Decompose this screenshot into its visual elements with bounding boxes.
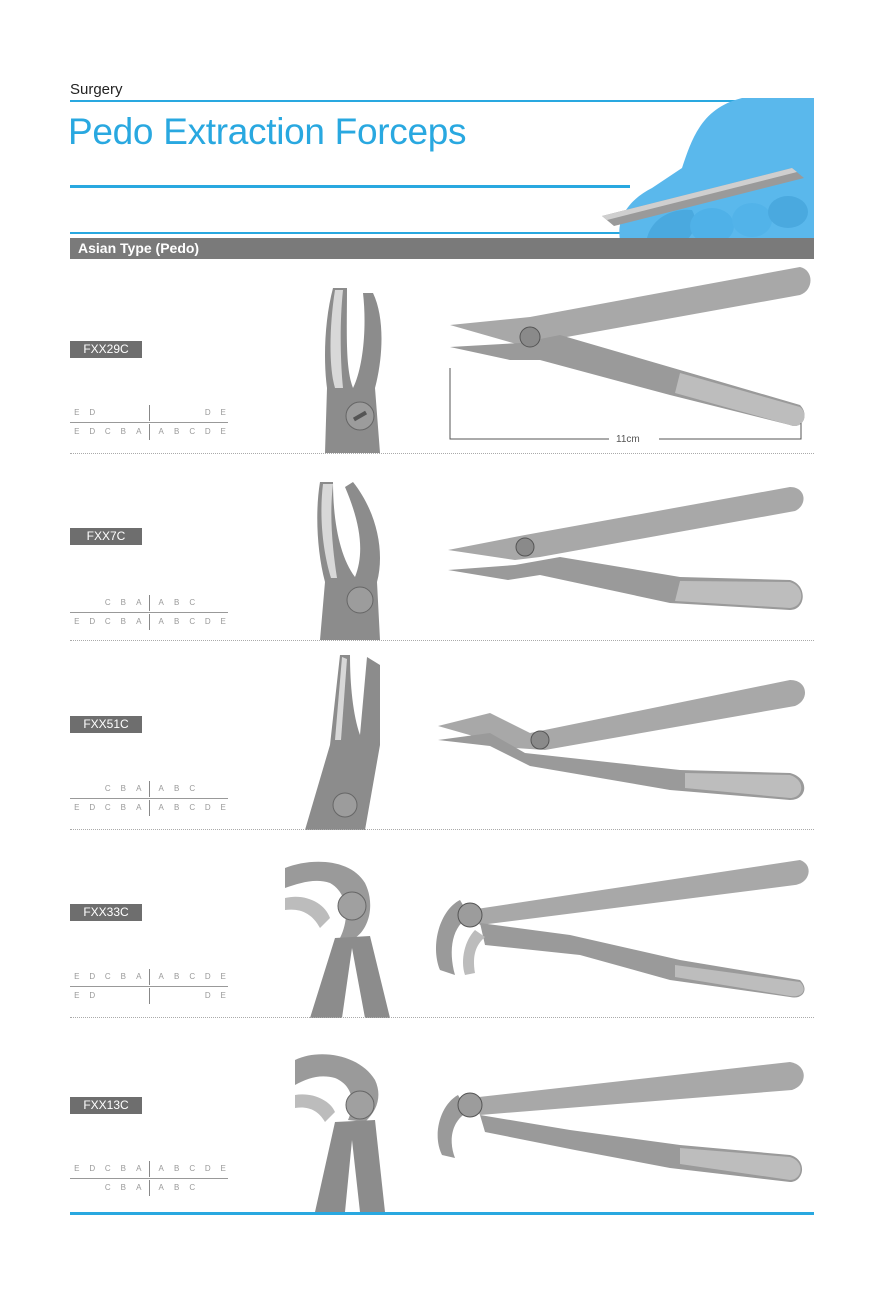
tooth-label: E — [74, 598, 80, 607]
tooth-label: B — [120, 598, 126, 607]
tooth-chart-fxx7c — [70, 594, 232, 634]
tooth-letter — [216, 1162, 230, 1176]
tooth-label: E — [220, 1183, 226, 1192]
tooth-label: B — [120, 1183, 126, 1192]
tooth-label: C — [189, 598, 196, 607]
tooth-label: E — [74, 1164, 80, 1173]
tooth-letter — [132, 782, 146, 796]
product-code-fxx29c: FXX29C — [70, 341, 142, 358]
tooth-letter — [170, 801, 184, 815]
tooth-label: A — [158, 427, 164, 436]
tooth-icon-highlighted — [216, 782, 230, 796]
tooth-label: E — [220, 991, 226, 1000]
tooth-label: C — [189, 803, 196, 812]
tooth-letter — [101, 425, 115, 439]
tooth-label: B — [120, 408, 126, 417]
tooth-letter — [117, 970, 131, 984]
tooth-icon-highlighted — [86, 1181, 100, 1195]
tooth-letter — [154, 596, 168, 610]
tooth-letter — [170, 1181, 184, 1195]
tooth-label: A — [158, 991, 164, 1000]
tooth-icon-highlighted — [70, 596, 84, 610]
tooth-letter — [216, 801, 230, 815]
tooth-label: A — [158, 598, 164, 607]
tooth-label: D — [89, 617, 96, 626]
tooth-letter — [201, 425, 215, 439]
tooth-label: E — [220, 784, 226, 793]
tooth-letter — [70, 615, 84, 629]
midline-separator — [149, 424, 150, 440]
tooth-label: D — [204, 598, 211, 607]
tooth-icon-highlighted — [132, 406, 146, 420]
tooth-label: E — [220, 617, 226, 626]
tooth-label: C — [189, 1183, 196, 1192]
tooth-letter — [185, 425, 199, 439]
tooth-letter — [70, 989, 84, 1003]
tooth-label: D — [204, 972, 211, 981]
tooth-label: D — [89, 784, 96, 793]
tooth-label: A — [136, 991, 142, 1000]
tooth-label: C — [104, 1183, 111, 1192]
tooth-letter — [101, 615, 115, 629]
tooth-letter — [170, 782, 184, 796]
tooth-label: B — [120, 617, 126, 626]
gloved-hand-illustration — [592, 98, 814, 252]
tooth-label: E — [74, 991, 80, 1000]
product-code-fxx33c: FXX33C — [70, 904, 142, 921]
midline-separator — [149, 988, 150, 1004]
tooth-letter — [170, 596, 184, 610]
tooth-icon-highlighted — [86, 596, 100, 610]
tooth-label: A — [158, 784, 164, 793]
tooth-letter — [117, 596, 131, 610]
forceps-closeup-fxx33c — [280, 858, 390, 1018]
tooth-label: E — [74, 972, 80, 981]
tooth-letter — [132, 1181, 146, 1195]
tooth-letter — [117, 801, 131, 815]
tooth-label: A — [136, 427, 142, 436]
tooth-letter — [117, 425, 131, 439]
tooth-letter — [216, 970, 230, 984]
tooth-letter — [86, 1162, 100, 1176]
tooth-icon-highlighted — [70, 782, 84, 796]
tooth-letter — [86, 989, 100, 1003]
tooth-label: D — [204, 991, 211, 1000]
category-label: Surgery — [70, 81, 123, 98]
tooth-label: A — [136, 408, 142, 417]
midline-separator — [149, 800, 150, 816]
tooth-letter — [154, 615, 168, 629]
tooth-label: D — [204, 1183, 211, 1192]
tooth-label: E — [220, 803, 226, 812]
tooth-icon-highlighted — [154, 406, 168, 420]
tooth-letter — [185, 1162, 199, 1176]
tooth-letter — [185, 1181, 199, 1195]
tooth-letter — [132, 801, 146, 815]
forceps-side-fxx33c — [430, 855, 814, 1000]
forceps-closeup-fxx7c — [305, 482, 395, 640]
tooth-icon-highlighted — [154, 989, 168, 1003]
product-code-fxx7c: FXX7C — [70, 528, 142, 545]
tooth-label: E — [74, 408, 80, 417]
tooth-label: B — [120, 803, 126, 812]
tooth-icon-highlighted — [101, 989, 115, 1003]
tooth-label: C — [104, 784, 111, 793]
product-code-fxx13c: FXX13C — [70, 1097, 142, 1114]
tooth-letter — [117, 1162, 131, 1176]
tooth-label: E — [220, 1164, 226, 1173]
tooth-label: C — [189, 991, 196, 1000]
tooth-icon-highlighted — [70, 1181, 84, 1195]
tooth-letter — [154, 425, 168, 439]
tooth-label: B — [120, 972, 126, 981]
tooth-icon-highlighted — [117, 989, 131, 1003]
row-divider — [70, 453, 814, 454]
tooth-label: D — [89, 991, 96, 1000]
tooth-label: B — [174, 1183, 180, 1192]
tooth-letter — [132, 615, 146, 629]
tooth-letter — [86, 615, 100, 629]
tooth-letter — [170, 425, 184, 439]
tooth-label: C — [104, 598, 111, 607]
tooth-label: A — [136, 803, 142, 812]
tooth-letter — [70, 1162, 84, 1176]
tooth-label: A — [158, 617, 164, 626]
tooth-label: D — [204, 1164, 211, 1173]
section-label: Asian Type (Pedo) — [78, 240, 200, 256]
tooth-chart-fxx29c — [70, 404, 232, 444]
tooth-label: D — [89, 1164, 96, 1173]
product-code-fxx51c: FXX51C — [70, 716, 142, 733]
midline-separator — [149, 405, 150, 421]
tooth-row-upper — [70, 968, 232, 986]
tooth-label: B — [174, 617, 180, 626]
tooth-label: C — [104, 617, 111, 626]
tooth-label: B — [120, 1164, 126, 1173]
tooth-icon-highlighted — [185, 989, 199, 1003]
tooth-label: C — [189, 408, 196, 417]
tooth-label: D — [89, 598, 96, 607]
tooth-label: E — [74, 617, 80, 626]
tooth-label: C — [104, 1164, 111, 1173]
bottom-rule — [70, 1212, 814, 1215]
tooth-row-lower — [70, 423, 232, 441]
midline-separator — [149, 614, 150, 630]
title-rule-lower — [70, 232, 630, 234]
tooth-row-lower — [70, 987, 232, 1005]
tooth-letter — [185, 801, 199, 815]
row-divider — [70, 1017, 814, 1018]
tooth-row-upper — [70, 404, 232, 422]
tooth-letter — [201, 989, 215, 1003]
tooth-label: D — [204, 408, 211, 417]
tooth-letter — [170, 970, 184, 984]
tooth-letter — [201, 970, 215, 984]
tooth-label: C — [104, 991, 111, 1000]
tooth-letter — [154, 801, 168, 815]
tooth-label: B — [120, 784, 126, 793]
measurement-bracket — [449, 368, 802, 440]
tooth-label: D — [89, 803, 96, 812]
tooth-row-upper — [70, 1160, 232, 1178]
tooth-label: A — [158, 972, 164, 981]
tooth-label: C — [189, 617, 196, 626]
tooth-label: C — [104, 408, 111, 417]
tooth-label: E — [220, 972, 226, 981]
tooth-letter — [132, 1162, 146, 1176]
tooth-letter — [216, 989, 230, 1003]
tooth-label: B — [174, 598, 180, 607]
tooth-label: A — [136, 784, 142, 793]
tooth-label: B — [174, 972, 180, 981]
tooth-label: E — [220, 427, 226, 436]
tooth-letter — [185, 782, 199, 796]
tooth-icon-highlighted — [132, 989, 146, 1003]
tooth-icon-highlighted — [201, 1181, 215, 1195]
tooth-label: A — [158, 803, 164, 812]
tooth-label: A — [136, 972, 142, 981]
page-title: Pedo Extraction Forceps — [68, 111, 467, 152]
tooth-letter — [201, 615, 215, 629]
tooth-icon-highlighted — [117, 406, 131, 420]
tooth-icon-highlighted — [201, 782, 215, 796]
tooth-letter — [86, 406, 100, 420]
tooth-letter — [117, 615, 131, 629]
tooth-label: B — [174, 784, 180, 793]
tooth-letter — [216, 615, 230, 629]
tooth-letter — [70, 801, 84, 815]
midline-separator — [149, 969, 150, 985]
tooth-label: A — [136, 598, 142, 607]
tooth-letter — [101, 1162, 115, 1176]
tooth-letter — [154, 782, 168, 796]
tooth-letter — [185, 596, 199, 610]
tooth-label: D — [89, 972, 96, 981]
tooth-letter — [185, 615, 199, 629]
forceps-closeup-fxx29c — [305, 288, 395, 453]
tooth-letter — [201, 406, 215, 420]
tooth-letter — [101, 1181, 115, 1195]
tooth-letter — [101, 801, 115, 815]
tooth-row-upper — [70, 594, 232, 612]
tooth-label: D — [89, 408, 96, 417]
tooth-row-lower — [70, 799, 232, 817]
tooth-label: E — [74, 803, 80, 812]
tooth-letter — [117, 1181, 131, 1195]
forceps-closeup-fxx51c — [305, 655, 395, 830]
tooth-letter — [86, 425, 100, 439]
tooth-label: B — [120, 427, 126, 436]
tooth-label: D — [89, 1183, 96, 1192]
forceps-side-fxx51c — [430, 678, 814, 803]
title-rule — [70, 185, 630, 188]
tooth-letter — [70, 425, 84, 439]
tooth-letter — [154, 1162, 168, 1176]
tooth-label: C — [189, 972, 196, 981]
tooth-letter — [132, 425, 146, 439]
forceps-side-fxx7c — [430, 485, 814, 615]
tooth-letter — [132, 596, 146, 610]
tooth-chart-fxx33c — [70, 968, 232, 1008]
tooth-letter — [170, 615, 184, 629]
tooth-label: C — [104, 803, 111, 812]
tooth-icon-highlighted — [201, 596, 215, 610]
tooth-letter — [170, 1162, 184, 1176]
tooth-label: A — [136, 617, 142, 626]
tooth-letter — [154, 1181, 168, 1195]
tooth-label: C — [189, 784, 196, 793]
tooth-letter — [216, 406, 230, 420]
tooth-label: D — [89, 427, 96, 436]
tooth-letter — [201, 1162, 215, 1176]
midline-separator — [149, 1180, 150, 1196]
tooth-letter — [86, 801, 100, 815]
tooth-letter — [201, 801, 215, 815]
tooth-label: B — [174, 991, 180, 1000]
tooth-letter — [185, 970, 199, 984]
measurement-label: 11cm — [612, 434, 644, 445]
tooth-icon-highlighted — [216, 1181, 230, 1195]
tooth-label: D — [204, 803, 211, 812]
tooth-row-lower — [70, 613, 232, 631]
tooth-letter — [70, 970, 84, 984]
tooth-label: B — [174, 803, 180, 812]
forceps-side-fxx13c — [430, 1060, 814, 1185]
tooth-chart-fxx51c — [70, 780, 232, 820]
tooth-label: A — [136, 1183, 142, 1192]
tooth-label: C — [189, 427, 196, 436]
tooth-label: B — [174, 427, 180, 436]
row-divider — [70, 829, 814, 830]
tooth-label: A — [136, 1164, 142, 1173]
tooth-label: B — [120, 991, 126, 1000]
tooth-icon-highlighted — [86, 782, 100, 796]
tooth-label: E — [220, 408, 226, 417]
tooth-row-upper — [70, 780, 232, 798]
midline-separator — [149, 1161, 150, 1177]
section-bar — [70, 238, 814, 259]
tooth-icon-highlighted — [216, 596, 230, 610]
tooth-label: A — [158, 408, 164, 417]
tooth-label: C — [104, 427, 111, 436]
tooth-label: E — [74, 784, 80, 793]
tooth-label: D — [204, 427, 211, 436]
tooth-icon-highlighted — [101, 406, 115, 420]
tooth-label: E — [220, 598, 226, 607]
tooth-label: C — [104, 972, 111, 981]
tooth-chart-fxx13c — [70, 1160, 232, 1200]
tooth-label: B — [174, 1164, 180, 1173]
tooth-letter — [117, 782, 131, 796]
tooth-label: D — [204, 617, 211, 626]
tooth-label: D — [204, 784, 211, 793]
midline-separator — [149, 595, 150, 611]
tooth-letter — [154, 970, 168, 984]
midline-separator — [149, 781, 150, 797]
tooth-letter — [86, 970, 100, 984]
tooth-label: E — [74, 427, 80, 436]
tooth-letter — [216, 425, 230, 439]
tooth-label: E — [74, 1183, 80, 1192]
tooth-label: A — [158, 1164, 164, 1173]
tooth-icon-highlighted — [170, 406, 184, 420]
tooth-letter — [132, 970, 146, 984]
forceps-closeup-fxx13c — [290, 1050, 390, 1212]
tooth-icon-highlighted — [170, 989, 184, 1003]
tooth-label: C — [189, 1164, 196, 1173]
tooth-label: B — [174, 408, 180, 417]
tooth-letter — [101, 782, 115, 796]
tooth-letter — [101, 970, 115, 984]
tooth-letter — [101, 596, 115, 610]
tooth-letter — [70, 406, 84, 420]
tooth-label: A — [158, 1183, 164, 1192]
tooth-icon-highlighted — [185, 406, 199, 420]
tooth-row-lower — [70, 1179, 232, 1197]
row-divider — [70, 640, 814, 641]
